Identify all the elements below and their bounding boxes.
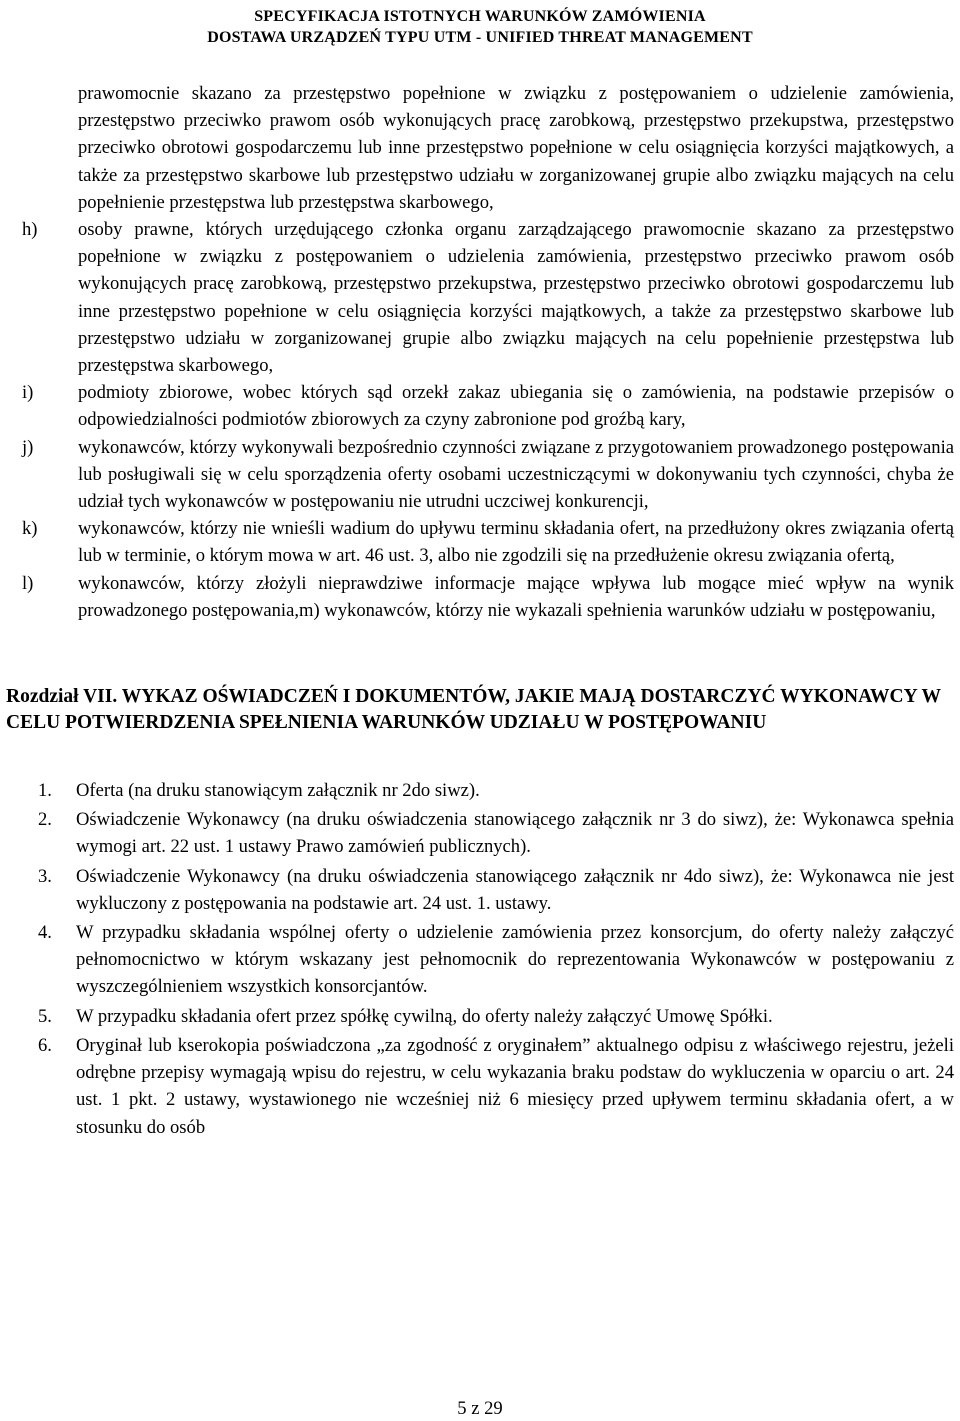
- list-item-text: Oferta (na druku stanowiącym załącznik nr 2do siwz).: [76, 780, 480, 802]
- list-item: [0, 434, 960, 516]
- list-item-marker: 6.: [38, 1034, 52, 1056]
- list-item: [0, 216, 960, 379]
- list-item-marker: i): [22, 382, 34, 404]
- list-item-marker: l): [22, 572, 34, 594]
- page-number: 5 z 29: [457, 1398, 503, 1419]
- list-item-text: Oświadczenie Wykonawcy (na druku oświadczenia stanowiącego załącznik nr 3 do siwz), że: Wykonawca spełnia wymogi art. 22 ust. 1 ustawy Prawo zamówień publicznych).: [76, 809, 954, 858]
- list-item-text: wykonawców, którzy wykonywali bezpośrednio czynności związane z przygotowaniem prowadzonego postępowania lub posługiwali się w celu sporządzenia oferty osobami uczestniczącymi w dokonywaniu tych czynności, chyba że udział tych wykonawców w postępowaniu nie utrudni uczciwej konkurencji,: [78, 436, 954, 513]
- list-item: [0, 1003, 960, 1030]
- list-item-marker: j): [22, 436, 34, 458]
- list-item-marker: k): [22, 518, 38, 540]
- list-item-text: W przypadku składania ofert przez spółkę cywilną, do oferty należy załączyć Umowę Spółki.: [76, 1005, 773, 1027]
- list-item: [0, 863, 960, 917]
- list-item: [0, 570, 960, 624]
- list-item-marker: 1.: [38, 780, 52, 802]
- list-item-text: wykonawców, którzy złożyli nieprawdziwe informacje mające wpływa lub mogące mieć wpływ na wynik prowadzonego postępowania,m) wykonawców, którzy nie wykazali spełnienia warunków udziału w postępowaniu,: [78, 572, 954, 621]
- lettered-list: [0, 216, 960, 624]
- list-item-text: podmioty zbiorowe, wobec których sąd orzekł zakaz ubiegania się o zamówienia, na podstawie przepisów o odpowiedzialności podmiotów zbiorowych za czyny zabronione pod groźbą kary,: [78, 382, 954, 431]
- list-item: [0, 379, 960, 433]
- list-item: [0, 777, 960, 804]
- list-item: [0, 919, 960, 1001]
- page-header: [0, 6, 960, 48]
- list-item-text: Oświadczenie Wykonawcy (na druku oświadczenia stanowiącego załącznik nr 4do siwz), że: Wykonawca nie jest wykluczony z postępowania na podstawie art. 24 ust. 1. ustawy.: [76, 865, 954, 914]
- list-item: [0, 806, 960, 860]
- list-item-text: W przypadku składania wspólnej oferty o udzielenie zamówienia przez konsorcjum, do oferty należy załączyć pełnomocnictwo w którym wskazany jest pełnomocnik do reprezentowania Wykonawców w postępowaniu z wyszczególnieniem wszystkich konsorcjantów.: [76, 922, 954, 998]
- intro-paragraph: prawomocnie skazano za przestępstwo popełnione w związku z postępowaniem o udzielenie zamówienia, przestępstwo przeciwko prawom osób wykonujących pracę zarobkową, przestępstwo przekupstwa, przestępstwo przeciwko obrotowi gospodarczemu lub inne przestępstwo popełnione w celu osiągnięcia korzyści majątkowych, a także za przestępstwo skarbowe lub przestępstwo udziału w zorganizowanej grupie albo związku mających na celu popełnienie przestępstwa lub przestępstwa skarbowego,: [78, 83, 954, 213]
- list-item-marker: 2.: [38, 809, 52, 831]
- header-title-line-2: DOSTAWA URZĄDZEŃ TYPU UTM - UNIFIED THREAT MANAGEMENT: [207, 29, 753, 46]
- list-item: [0, 1032, 960, 1141]
- list-item-marker: h): [22, 219, 38, 241]
- page-footer: [0, 1398, 960, 1420]
- document-body: [0, 80, 960, 1143]
- list-item-marker: 3.: [38, 865, 52, 887]
- list-item-marker: 4.: [38, 922, 52, 944]
- list-item-marker: 5.: [38, 1005, 52, 1027]
- list-item-text: osoby prawne, których urzędującego członka organu zarządzającego prawomocnie skazano za przestępstwo popełnione w związku z postępowaniem o udzielenia zamówienia, przestępstwo przeciwko prawom osób wykonujących pracę zarobkową, przestępstwo przekupstwa, przestępstwo przeciwko obrotowi gospodarczemu lub inne przestępstwo popełnione w celu osiągnięcia korzyści majątkowych, a także za przestępstwo skarbowe lub przestępstwo udziału w zorganizowanej grupie albo związku mających na celu popełnienie przestępstwa lub przestępstwa skarbowego,: [78, 219, 954, 377]
- header-title-line-1: SPECYFIKACJA ISTOTNYCH WARUNKÓW ZAMÓWIENIA: [254, 8, 706, 25]
- list-item-text: wykonawców, którzy nie wnieśli wadium do upływu terminu składania ofert, na przedłużony okres związania ofertą lub w terminie, o którym mowa w art. 46 ust. 3, albo nie zgodzili się na przedłużenie okresu związania ofertą,: [78, 518, 954, 567]
- list-item-text: Oryginał lub kserokopia poświadczona „za zgodność z oryginałem” aktualnego odpisu z właściwego rejestru, jeżeli odrębne przepisy wymagają wpisu do rejestru, w celu wykazania braku podstaw do wykluczenia w oparciu o art. 24 ust. 1 pkt. 2 ustawy, wystawionego nie wcześniej niż 6 miesięcy przed upływem terminu składania ofert, a w stosunku do osób: [76, 1034, 954, 1138]
- numbered-list: [0, 777, 960, 1141]
- chapter-heading: Rozdział VII. WYKAZ OŚWIADCZEŃ I DOKUMENTÓW, JAKIE MAJĄ DOSTARCZYĆ WYKONAWCY W CELU POTWIERDZENIA SPEŁNIENIA WARUNKÓW UDZIAŁU W POSTĘPOWANIU: [6, 686, 941, 733]
- list-item: [0, 515, 960, 569]
